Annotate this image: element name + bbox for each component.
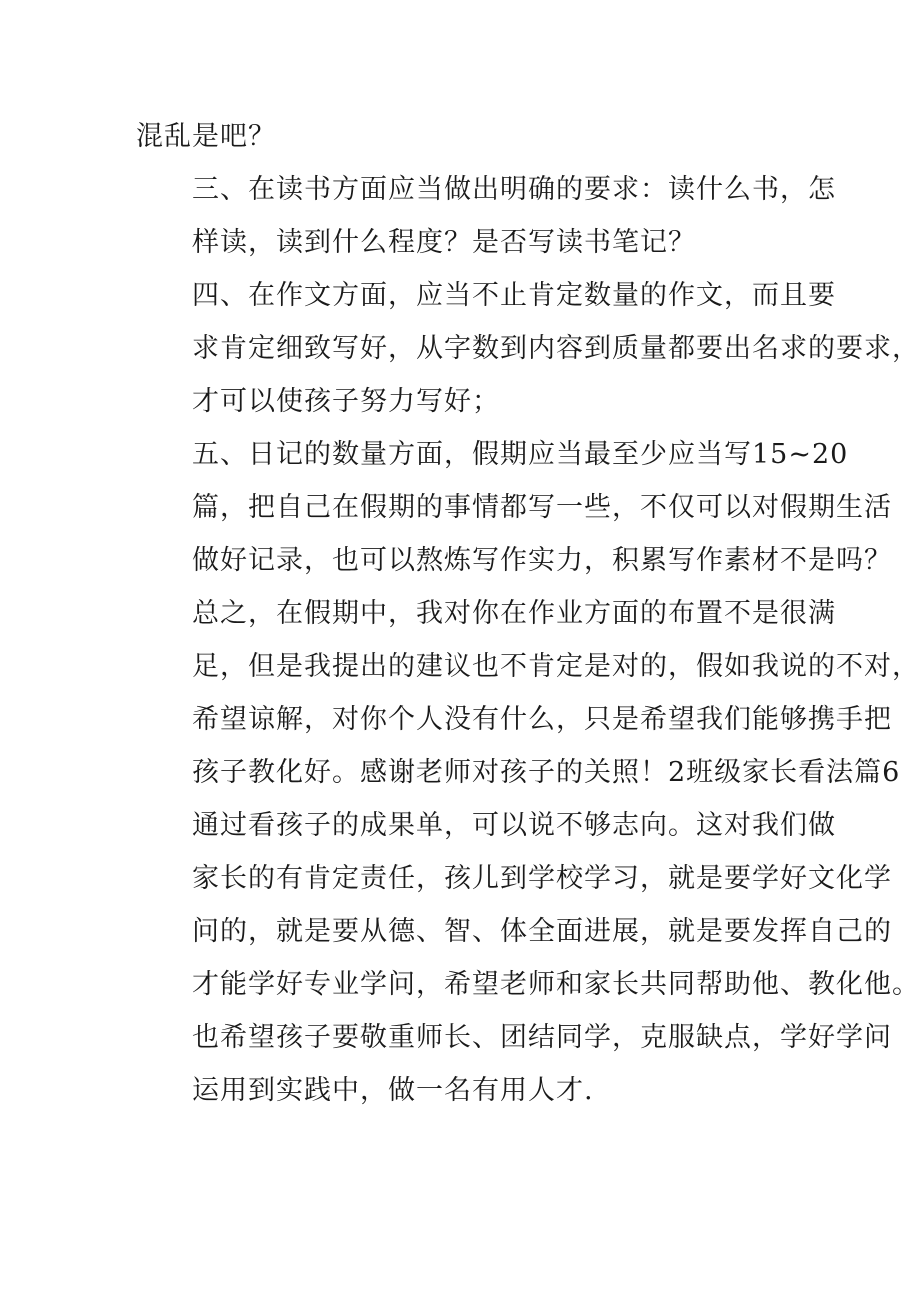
- text-line: 也希望孩子要敬重师长、团结同学，克服缺点，学好学问: [192, 1022, 892, 1053]
- text-line: 家长的有肯定责任，孩儿到学校学习，就是要学好文化学: [192, 863, 892, 894]
- text-line: 足，但是我提出的建议也不肯定是对的，假如我说的不对，: [192, 651, 920, 682]
- text-line: 总之，在假期中，我对你在作业方面的布置不是很满: [192, 598, 836, 629]
- text-line: 混乱是吧？: [136, 121, 276, 152]
- paragraph-4: [136, 428, 892, 587]
- text-line: 希望谅解，对你个人没有什么，只是希望我们能够携手把: [192, 704, 892, 735]
- text-line: 样读，读到什么程度？是否写读书笔记？: [192, 227, 696, 258]
- text-line: 问的，就是要从德、智、体全面进展，就是要发挥自己的: [192, 916, 892, 947]
- text-line: 篇，把自己在假期的事情都写一些，不仅可以对假期生活: [192, 492, 892, 523]
- text-line: 通过看孩子的成果单，可以说不够志向。这对我们做: [192, 810, 836, 841]
- paragraph-5: [136, 587, 920, 799]
- text-line: 求肯定细致写好，从字数到内容到质量都要出名求的要求，: [192, 333, 920, 364]
- paragraph-2: [136, 163, 836, 269]
- text-line: 四、在作文方面，应当不止肯定数量的作文，而且要: [192, 280, 836, 311]
- text-line: 才可以使孩子努力写好；: [192, 386, 500, 417]
- paragraph-6: [136, 799, 920, 1117]
- paragraph-3: [136, 269, 920, 428]
- text-line: 五、日记的数量方面，假期应当最至少应当写15~20: [192, 439, 849, 470]
- text-line: 运用到实践中，做一名有用人才.: [192, 1075, 594, 1106]
- text-line: 做好记录，也可以熬炼写作实力，积累写作素材不是吗？: [192, 545, 892, 576]
- paragraph-1: [136, 110, 826, 163]
- text-line: 孩子教化好。感谢老师对孩子的关照！2班级家长看法篇6: [192, 757, 901, 788]
- document-body: [136, 110, 920, 1117]
- text-line: 才能学好专业学问，希望老师和家长共同帮助他、教化他。: [192, 969, 920, 1000]
- text-line: 三、在读书方面应当做出明确的要求：读什么书，怎: [192, 174, 836, 205]
